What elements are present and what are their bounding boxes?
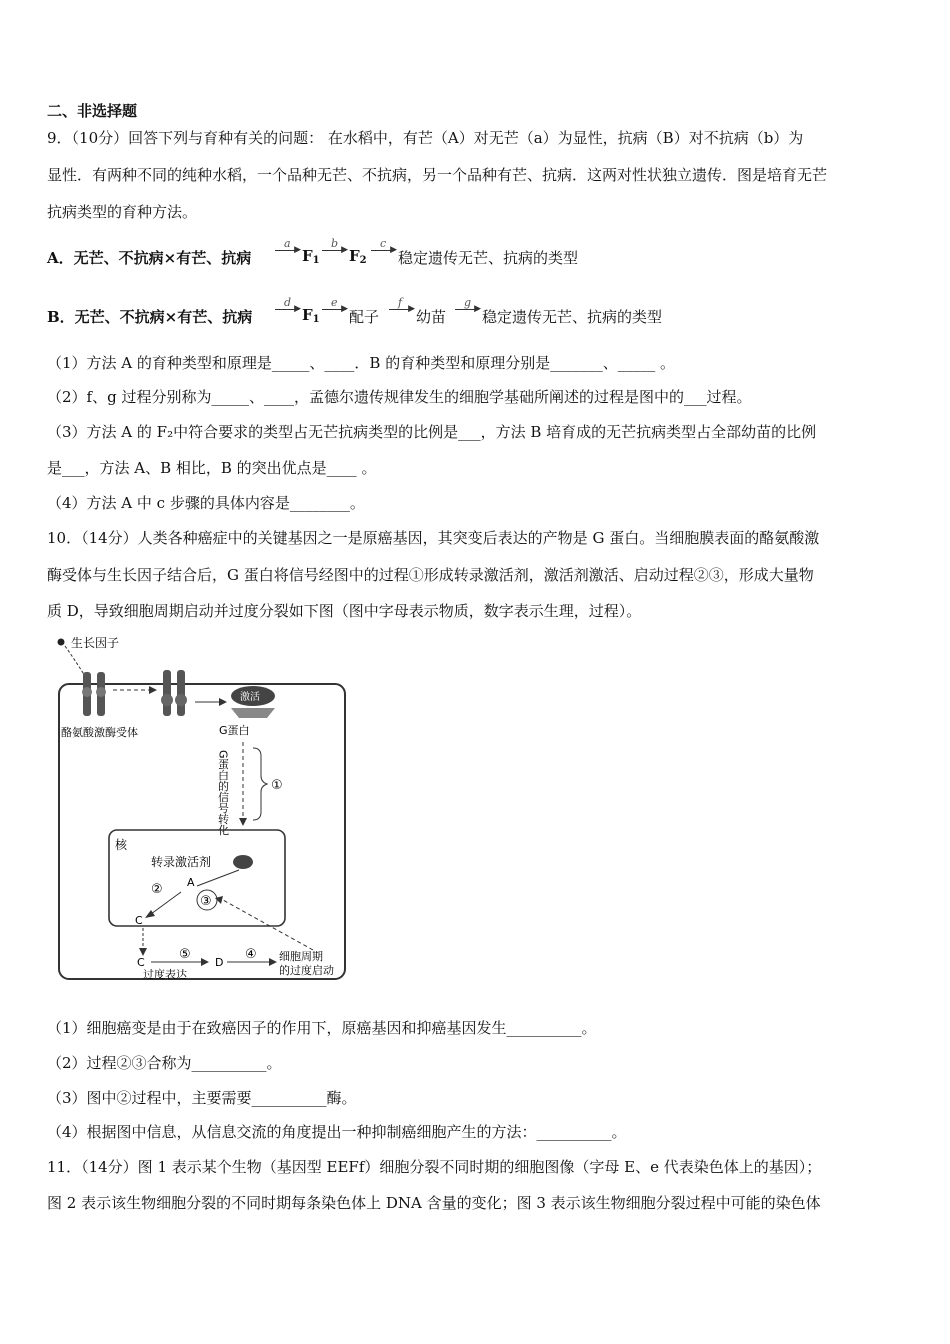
nucleus-label: 核 [115,838,128,852]
q10-stem-line-2: 酶受体与生长因子结合后，G 蛋白将信号经图中的过程①形成转录激活剂，激活剂激活、启动过程②③，形成大量物 [47,566,814,584]
g-protein-label: G蛋白 [219,724,250,737]
outcome-label-2: 的过度启动 [279,964,334,977]
substance-c-label: C [135,914,143,927]
q10-subquestion-3: （3）图中②过程中，主要需要__________酶。 [47,1089,357,1107]
route-a-arrow-c: c ▶ [371,237,397,259]
growth-factor-icon [58,639,65,646]
q9-stem-line-1: 9．（10分）回答下列与育种有关的问题： 在水稻中，有芒（A）对无芒（a）为显性，抗病（B）对不抗病（b）为 [47,129,804,147]
process-4-label: ④ [245,947,257,962]
route-a-arrow-a: a ▶ [275,237,301,259]
q9-subquestion-4: （4）方法 A 中 c 步骤的具体内容是________。 [47,494,365,512]
q10-stem-line-1: 10．（14分）人类各种癌症中的关键基因之一是原癌基因，其突变后表达的产物是 G 蛋白。当细胞膜表面的酪氨酸激 [47,529,820,547]
q10-subquestion-1: （1）细胞癌变是由于在致癌因子的作用下，原癌基因和抑癌基因发生__________。 [47,1019,597,1037]
route-a-f1: $F_1$ [302,247,320,266]
q9-subquestion-2: （2）f、g 过程分别称为_____、____，孟德尔遗传规律发生的细胞学基础所阐述的过程是图中的___过程。 [47,388,752,406]
process-3-label: ③ [200,894,212,909]
overexpress-label: 过度表达 [143,968,187,981]
route-b-start: B．无芒、不抗病×有芒、抗病 [47,308,253,326]
q11-stem-line-2: 图 2 表示该生物细胞分裂的不同时期每条染色体上 DNA 含量的变化；图 3 表示该生物细胞分裂过程中可能的染色体 [47,1194,821,1212]
process-5-label: ⑤ [179,947,191,962]
breeding-route-b [47,294,747,324]
q9-stem-line-3: 抗病类型的育种方法。 [47,203,198,221]
breeding-route-a [47,235,747,265]
q10-subquestion-4: （4）根据图中信息，从信息交流的角度提出一种抑制癌细胞产生的方法：__________。 [47,1123,627,1141]
activator-icon [233,855,253,869]
route-b-result: 稳定遗传无芒、抗病的类型 [482,308,663,326]
activated-receptor-icon [161,670,187,716]
q9-subquestion-1: （1）方法 A 的育种类型和原理是_____、____．B 的育种类型和原理分别是_______、_____ 。 [47,354,675,372]
substance-c2-label: C [137,956,145,969]
route-a-result: 稳定遗传无芒、抗病的类型 [398,249,579,267]
section-heading: 二、非选择题 [47,102,138,120]
route-b-f1: $F_1$ [302,306,320,325]
process-2-label: ② [151,882,163,897]
signal-pathway-diagram [47,630,377,1000]
receptor-label: 酪氨酸激酶受体 [61,726,138,739]
growth-factor-label: 生长因子 [71,636,120,650]
route-a-arrow-b: b ▶ [322,237,348,259]
activator-label: 转录激活剂 [151,855,212,869]
substance-d-label: D [215,956,224,969]
process-1-label: ① [271,778,283,793]
g-protein-icon [231,686,275,718]
nucleus [109,830,285,926]
receptor-icon [82,672,106,716]
substance-a-label: A [187,876,195,889]
route-b-arrow-g: g ▶ [455,296,481,318]
cascade-label: G蛋白的信号转化 [216,750,230,836]
route-b-arrow-e: e ▶ [322,296,348,318]
route-b-arrow-d: d ▶ [275,296,301,318]
route-a-f2: $F_2$ [349,247,367,266]
q10-stem-line-3: 质 D，导致细胞周期启动并过度分裂如下图（图中字母表示物质，数字表示生理，过程）。 [47,602,642,620]
q10-subquestion-2: （2）过程②③合称为__________。 [47,1054,282,1072]
activated-label: 激活 [240,692,260,703]
outcome-label-1: 细胞周期 [279,950,323,963]
route-a-start: A．无芒、不抗病×有芒、抗病 [47,249,252,267]
q9-stem-line-2: 显性．有两种不同的纯种水稻，一个品种无芒、不抗病，另一个品种有芒、抗病．这两对性状独立遗传．图是培育无芒 [47,166,828,184]
route-b-gametes: 配子 [349,308,380,326]
route-b-seedlings: 幼苗 [416,308,447,326]
q9-subquestion-3-cont: 是___，方法 A、B 相比，B 的突出优点是____ 。 [47,459,377,477]
q9-subquestion-3: （3）方法 A 的 F₂中符合要求的类型占无芒抗病类型的比例是___，方法 B 培育成的无芒抗病类型占全部幼苗的比例 [47,423,817,441]
route-b-arrow-f: f ▶ [389,296,415,318]
q11-stem-line-1: 11．（14分）图 1 表示某个生物（基因型 EEFf）细胞分裂不同时期的细胞图像（字母 E、e 代表染色体上的基因）； [47,1158,822,1176]
